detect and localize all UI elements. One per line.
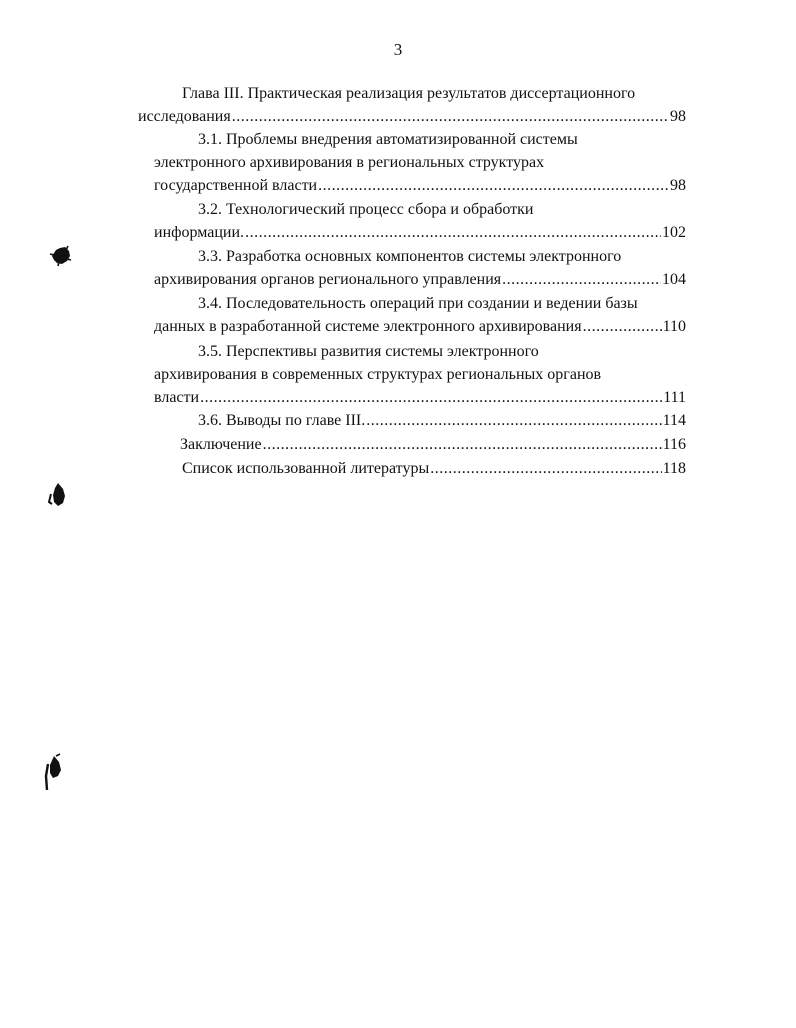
leader-dots (318, 174, 669, 197)
conclusion-page: 116 (662, 436, 686, 453)
section-3-1-line2: электронного архивирования в региональных структурах (154, 154, 545, 171)
leader-dots (232, 105, 669, 128)
section-3-1-page: 98 (670, 177, 686, 194)
section-3-4-page: 110 (662, 318, 686, 335)
section-3-6-title: 3.6. Выводы по главе III. (198, 412, 366, 429)
section-3-4-entry (154, 315, 686, 338)
ink-blot-mark (48, 244, 74, 268)
chapter3-title-line1: Глава III. Практическая реализация результатов диссертационного (182, 85, 636, 102)
chapter3-page: 98 (670, 108, 686, 125)
section-3-5-line3: власти (154, 389, 200, 406)
section-3-3-line2: архивирования органов регионального управления (154, 271, 502, 288)
section-3-4-line1: 3.4. Последовательность операций при создании и ведении базы (198, 295, 638, 312)
section-3-1-line3: государственной власти (154, 177, 318, 194)
section-3-5-page: 111 (663, 389, 686, 406)
page-number: 3 (393, 40, 403, 59)
leader-dots (245, 221, 661, 244)
section-3-3-page: 104 (662, 271, 686, 288)
chapter3-title-line2: исследования (138, 108, 231, 125)
section-3-4-line2: данных в разработанной системе электронного архивирования (154, 318, 582, 335)
leader-dots (366, 409, 661, 432)
ink-blot-mark (46, 480, 70, 510)
leader-dots (502, 268, 661, 291)
section-3-1-line1: 3.1. Проблемы внедрения автоматизированной системы (198, 131, 578, 148)
leader-dots (263, 433, 662, 456)
section-3-5-entry (154, 386, 686, 409)
section-3-6-page: 114 (662, 412, 686, 429)
section-3-1-entry (154, 174, 686, 197)
references-page: 118 (662, 460, 686, 477)
references-title: Список использованной литературы (182, 460, 430, 477)
section-3-5-line2: архивирования в современных структурах региональных органов (154, 366, 602, 383)
section-3-2-entry (154, 221, 686, 244)
section-3-2-page: 102 (662, 224, 686, 241)
leader-dots (200, 386, 662, 409)
conclusion-title: Заключение (180, 436, 262, 453)
references-entry (182, 457, 686, 480)
section-3-2-line2: информации. (154, 224, 245, 241)
section-3-3-entry (154, 268, 686, 291)
section-3-2-line1: 3.2. Технологический процесс сбора и обработки (198, 201, 534, 218)
chapter3-entry (138, 105, 686, 128)
leader-dots (583, 315, 662, 338)
section-3-6-entry (198, 409, 686, 432)
ink-blot-mark (40, 752, 68, 794)
leader-dots (430, 457, 661, 480)
conclusion-entry (180, 433, 686, 456)
section-3-3-line1: 3.3. Разработка основных компонентов системы электронного (198, 248, 622, 265)
section-3-5-line1: 3.5. Перспективы развития системы электронного (198, 343, 539, 360)
